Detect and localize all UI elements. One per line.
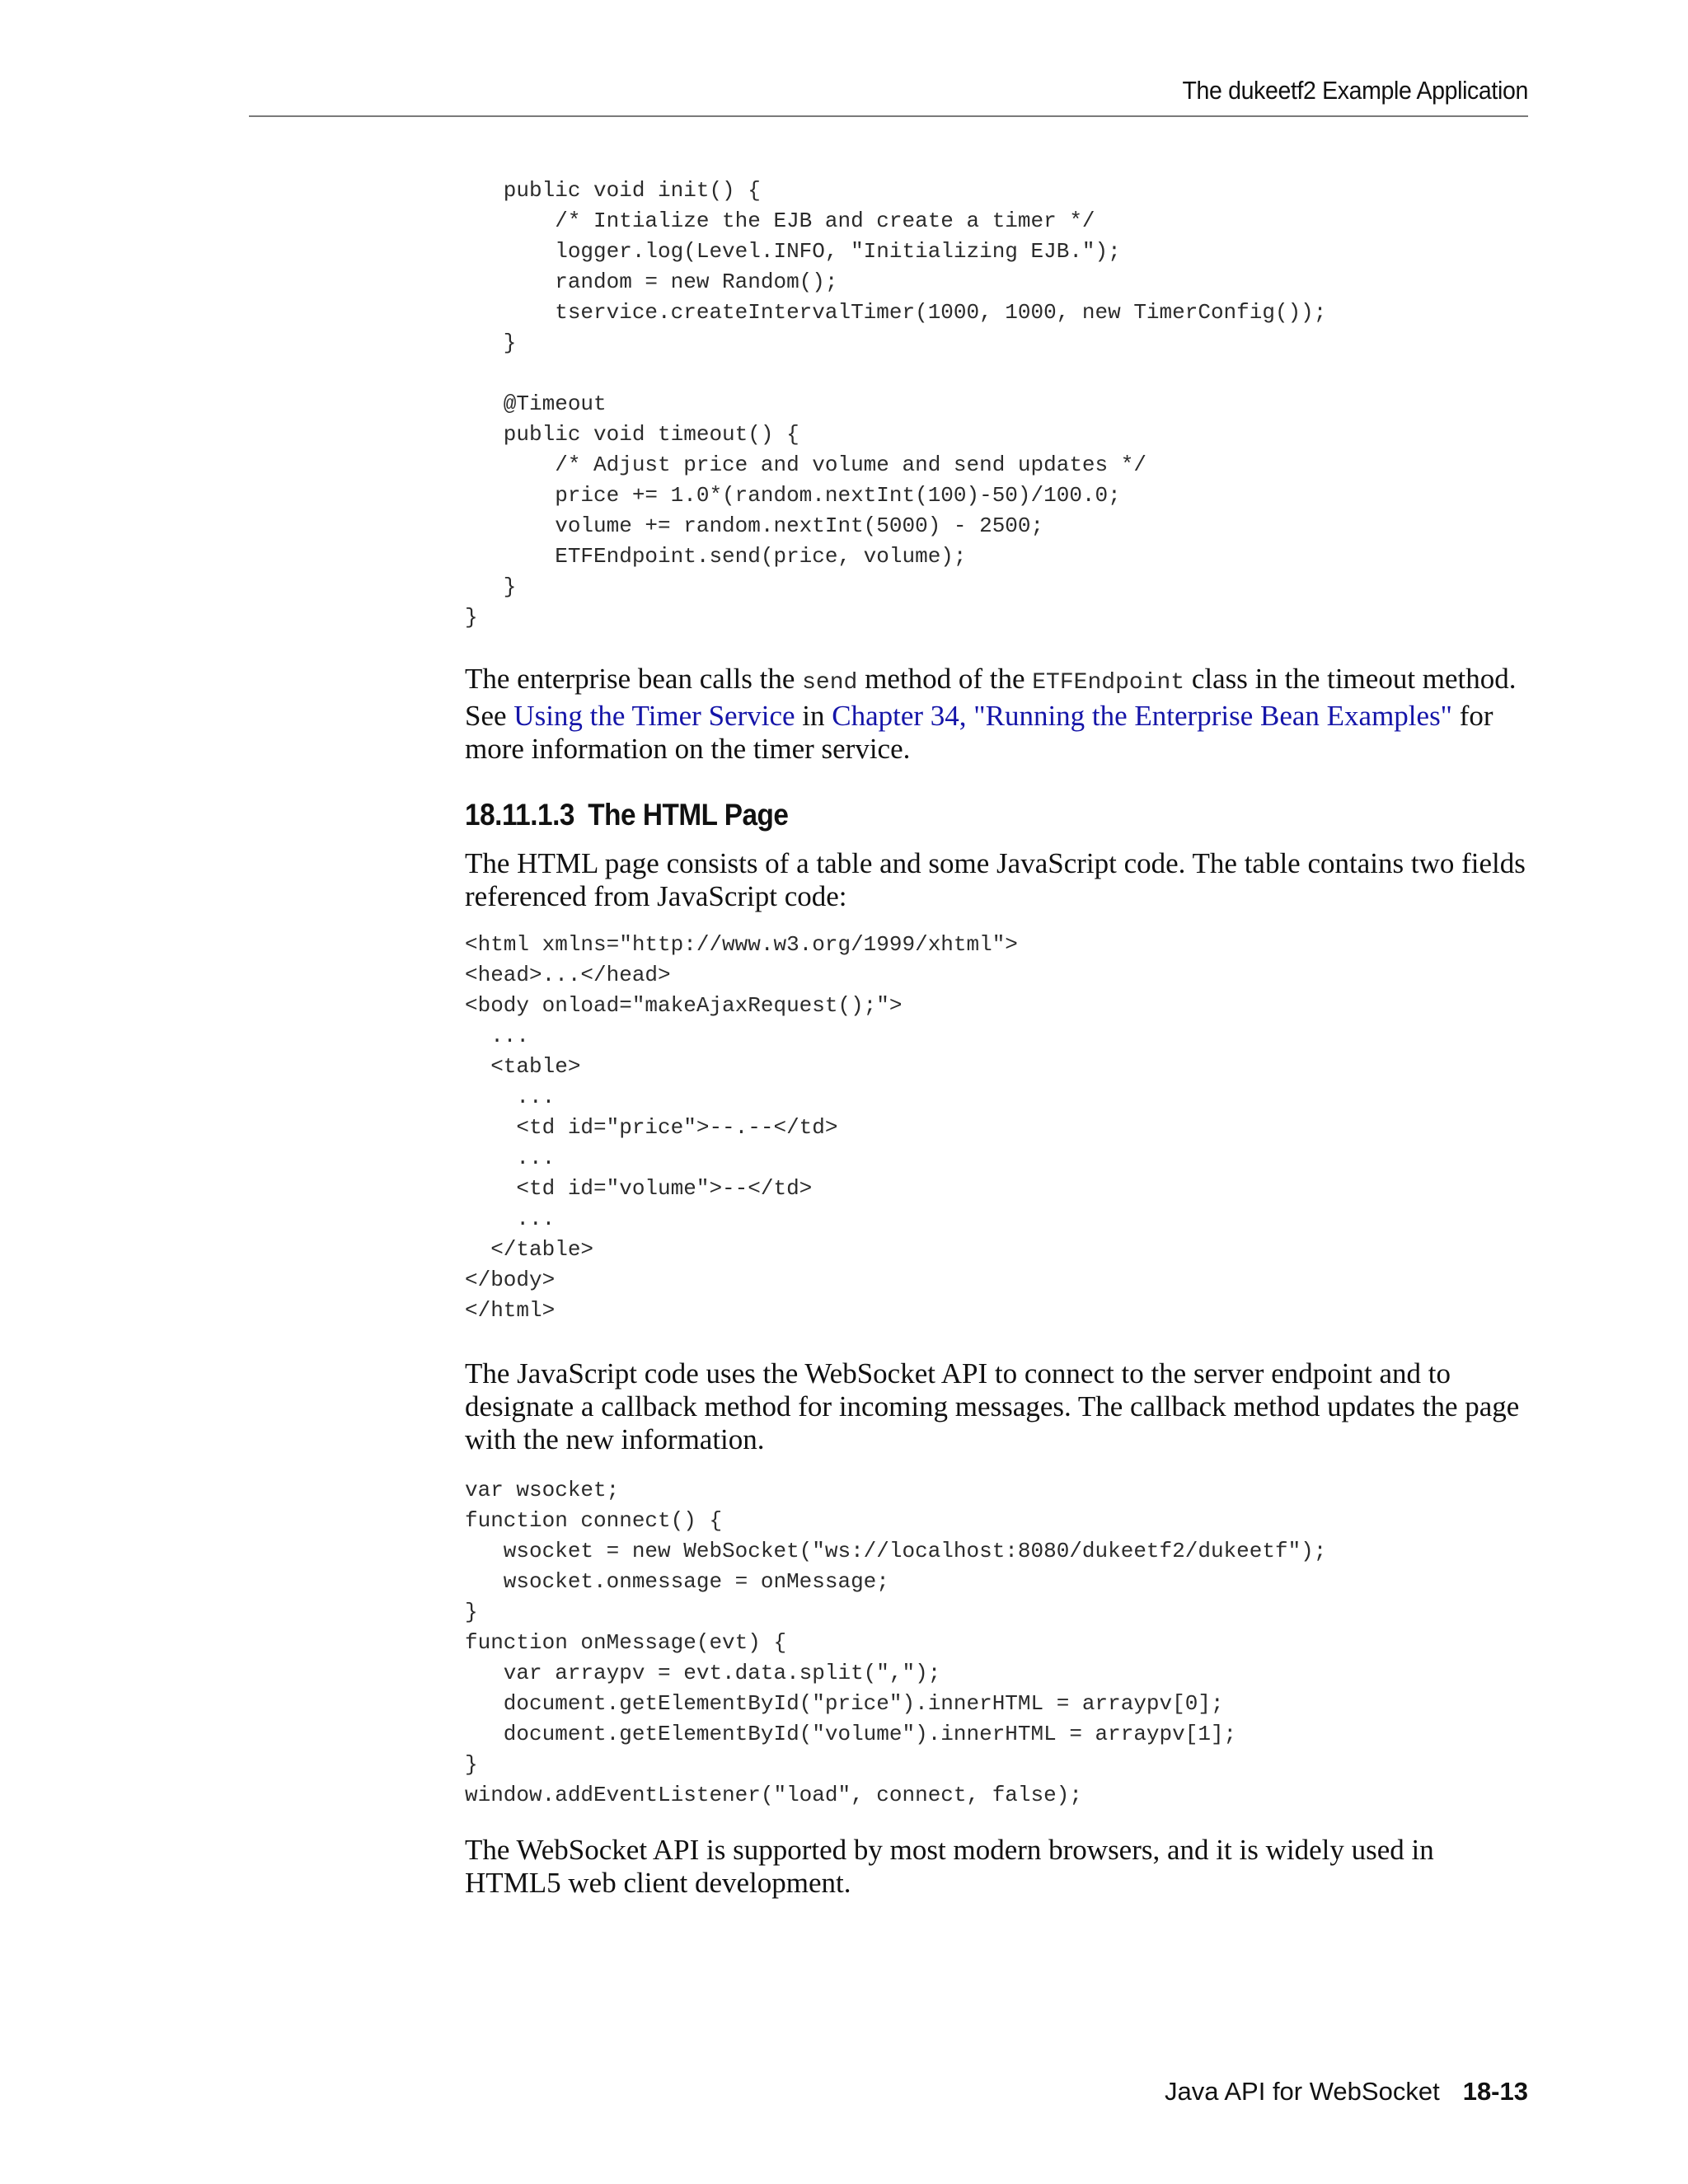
inline-code-etfendpoint: ETFEndpoint (1032, 670, 1185, 696)
running-header-title: The dukeetf2 Example Application (1182, 76, 1528, 105)
page-footer (1165, 2077, 1528, 2107)
section-number: 18.11.1.3 (465, 798, 574, 832)
code-block-timer-ejb: public void init() { /* Intialize the EJB and create a timer */ logger.log(Level.INFO, "Initializing EJB."); random = new Random(); tservice.createIntervalTimer(1000, 1000, new TimerConfig()); } @Timeout public void timeout() { /* Adjust price and volume and send updates */ price += 1.0*(random.nextInt(100)-50)/100.0; volume += random.nextInt(5000) - 2500; ETFEndpoint.send(price, volume); } } (465, 178, 1327, 630)
footer-title: Java API for WebSocket (1164, 2077, 1440, 2106)
inline-code-send: send (802, 670, 858, 696)
page-header (249, 73, 1528, 117)
page-number: 18-13 (1462, 2077, 1528, 2106)
text-run: for more information on the timer service. (465, 700, 1493, 765)
text-run: method of the (857, 663, 1033, 695)
paragraph-javascript-code: The JavaScript code uses the WebSocket API to connect to the server endpoint and to designate a callback method for incoming messages. The callback method updates the page with the new information. (465, 1357, 1520, 1455)
text-run: class in the timeout method. See (465, 663, 1517, 732)
section-heading (465, 798, 789, 832)
link-chapter-34[interactable]: Chapter 34, "Running the Enterprise Bean Examples" (832, 700, 1452, 732)
section-title: The HTML Page (588, 798, 789, 832)
paragraph-websocket-support: The WebSocket API is supported by most modern browsers, and it is widely used in HTML5 web client development. (465, 1834, 1434, 1899)
link-using-timer-service[interactable]: Using the Timer Service (513, 700, 795, 732)
text-run: The enterprise bean calls the (465, 663, 803, 695)
paragraph-timer-explanation (465, 663, 1528, 766)
text-run: in (795, 700, 832, 732)
code-block-javascript: var wsocket; function connect() { wsocket = new WebSocket("ws://localhost:8080/dukeetf2/dukeetf"); wsocket.onmessage = onMessage; } function onMessage(evt) { var arraypv = evt.data.split(","); document.getElementById("price").innerHTML = arraypv[0]; document.getElementById("volume").innerHTML = arraypv[1]; } window.addEventListener("load", connect, false); (465, 1478, 1327, 1807)
paragraph-html-page: The HTML page consists of a table and some JavaScript code. The table contains two fields referenced from JavaScript code: (465, 847, 1526, 912)
code-block-html-page: <html xmlns="http://www.w3.org/1999/xhtml"> <head>...</head> <body onload="makeAjaxRequest();"> ... <table> ... <td id="price">--.--</td> ... <td id="volume">--</td> ... </table> </body> </html> (465, 932, 1018, 1323)
